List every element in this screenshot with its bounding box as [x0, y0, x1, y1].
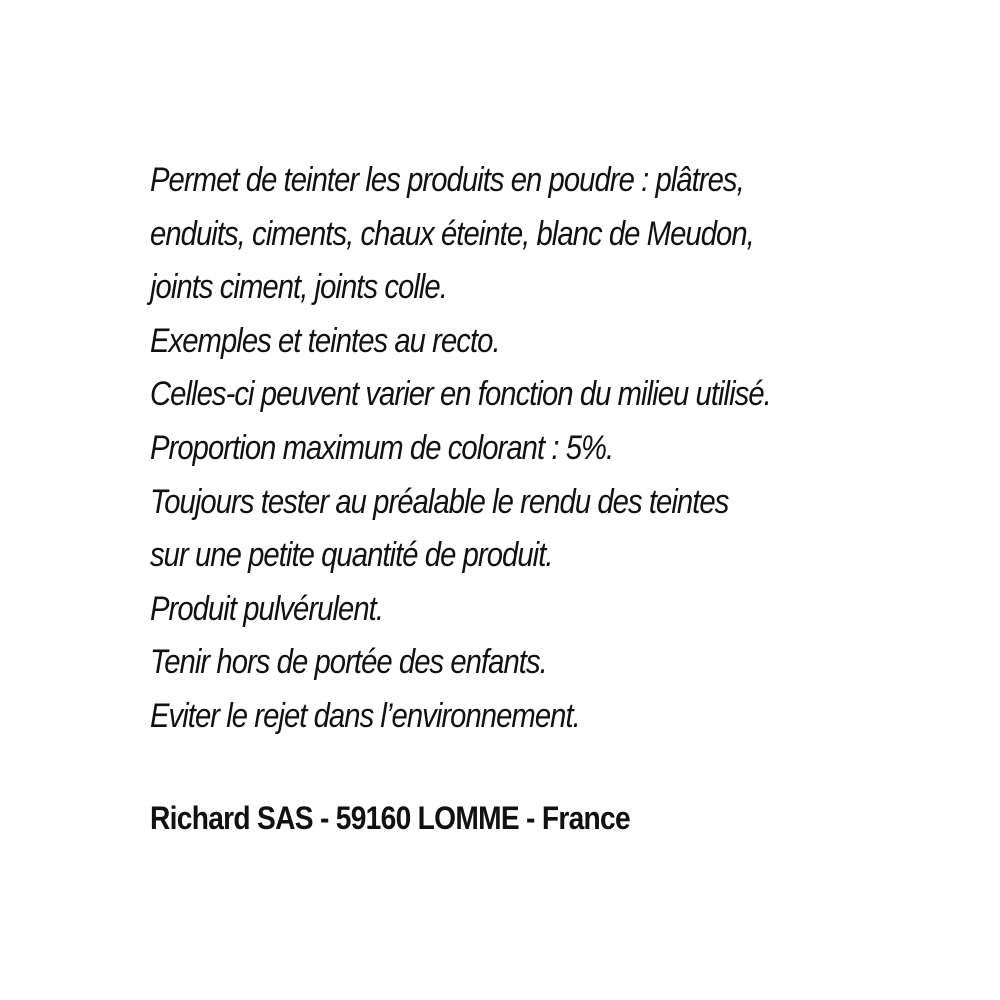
instruction-line: Celles-ci peuvent varier en fonction du milieu utilisé.: [150, 375, 771, 414]
instruction-line: Proportion maximum de colorant : 5%.: [150, 428, 614, 467]
instruction-line: Permet de teinter les produits en poudre : plâtres,: [150, 161, 744, 199]
company-address: Richard SAS - 59160 LOMME - France: [150, 800, 630, 836]
instruction-line: joints ciment, joints colle.: [150, 268, 447, 307]
instruction-line: Produit pulvérulent.: [150, 589, 384, 628]
instruction-line: Tenir hors de portée des enfants.: [150, 643, 547, 682]
instruction-line: Toujours tester au préalable le rendu des teintes: [150, 482, 729, 521]
instruction-line: enduits, ciments, chaux éteinte, blanc de Meudon,: [150, 214, 754, 253]
instruction-line: Eviter le rejet dans l’environnement.: [150, 696, 580, 735]
instruction-line: Exemples et teintes au recto.: [150, 321, 500, 360]
instruction-line: sur une petite quantité de produit.: [150, 536, 553, 575]
usage-instructions: [150, 154, 980, 744]
